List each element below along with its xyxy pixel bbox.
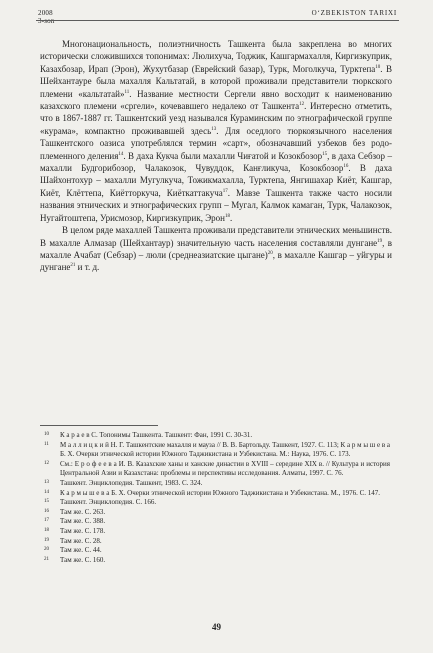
footnote-item (40, 546, 390, 556)
footnote-item (40, 431, 390, 441)
footnote-text: Ташкент. Энциклопедия. С. 166. (60, 498, 157, 507)
footnote-item (40, 508, 390, 518)
text-run: . В даха Кукча были махалли Чиғатой и Козокбозор (123, 150, 323, 161)
footnotes-list (40, 431, 390, 565)
footnote-number: 17 (44, 518, 49, 524)
footnote-ref: 16 (343, 164, 349, 170)
footnote-text: К а р м ы ш е в а Б. Х. Очерки этнической истории Южного Таджикистана и Узбекистана. М., 1976. С. 147. (60, 488, 380, 497)
text-run: , в махалле Ачабат (Себзар) – люли (среднеазиатские цыгане) (40, 237, 393, 260)
footnote-text: Там же. С. 388. (60, 517, 106, 526)
footnote-item (40, 517, 390, 527)
footnote-ref: 20 (267, 250, 273, 256)
paragraph-2 (40, 224, 392, 274)
footnote-text: К а р а е в С. Топонимы Ташкента. Ташкент: Фан, 1991 С. 30-31. (60, 431, 253, 439)
footnote-number: 10 (44, 432, 49, 437)
footnote-number: 13 (44, 479, 49, 485)
footnote-ref: 19 (377, 238, 383, 244)
header-rule (36, 20, 399, 21)
footnote-item (40, 441, 390, 460)
footnote-item (40, 479, 390, 489)
footnote-number: 15 (44, 499, 49, 505)
footnote-ref: 18 (224, 213, 230, 219)
footnote-text: См.: Е р о ф е е в а И. В. Казахские ханы и ханские династии в XVIII – середине XIX в. // Культура и история Центральной Азии и Казахстана: проблемы и перспективы исследования. Алматы, 1997. С. 76. (60, 459, 390, 478)
footnote-item (40, 537, 390, 547)
footnote-number: 14 (44, 489, 49, 495)
footnote-item (40, 460, 390, 479)
footnote-separator (40, 425, 158, 426)
footnote-ref: 17 (222, 188, 228, 194)
footnote-text: Там же. С. 28. (60, 536, 102, 545)
footnote-number: 19 (44, 537, 49, 543)
footnote-number: 12 (44, 460, 49, 466)
text-run: . (229, 212, 233, 223)
footnote-number: 20 (44, 547, 49, 553)
footnote-item (40, 489, 390, 499)
footnote-ref: 11 (124, 89, 130, 95)
text-run: , в махалле Кашгар – уйгуры и дунгане (40, 249, 392, 273)
text-run: Многонациональность, полиэтничность Ташкента была закреплена во многих исторически сложившихся топонимах: Люлихуча, Тоджик, Кашгармахалля, Киргизкуприк, Казахбозар, Ирап (Эрон), Жухутбазар (Еврейский базар), Турк, Моголкуча, Турктепа (40, 39, 392, 74)
text-run: . Интересно отметить, что в 1867-1887 гг. Ташкентский уезд назывался Кураминским по этнографической группе «курама», компактно проживавшей здесь (40, 101, 392, 136)
text-run: . Для оседлого тюркоязычного населения Ташкентского оазиса употреблялся термин «сарт», обозначавший узбеков без родо-племенного деления (40, 125, 393, 161)
header-journal-title: O‘ZBEKISTON TARIXI (311, 9, 397, 17)
footnote-ref: 15 (322, 151, 328, 157)
footnote-text: Там же. С. 44. (60, 546, 102, 555)
text-run: и т. д. (75, 262, 100, 273)
text-run: , в даха Себзор – махалли Будгорибозор, Чалакозок, Чувуддок, Канғликуча, Козокбозор (40, 150, 392, 174)
footnote-text: Ташкент. Энциклопедия. Ташкент, 1983. С. 324. (60, 478, 203, 487)
main-text (40, 38, 392, 274)
footnote-item (40, 498, 390, 508)
text-run: . В даха Шайхонтохур – махалли Мугулкуча, Тожикмахалла, Турктепа, Янгишахар Киёт, Кашгар, Киёт, Клёттепа, Киётторкуча, Киёткаттакуча (40, 163, 393, 198)
footnote-number: 16 (44, 508, 49, 514)
text-run: . Название местности Сергели явно восходит к наименованию казахского племени «сргели», кочевавшего недалеко от Ташкента (40, 88, 392, 112)
footnote-ref: 10 (375, 64, 381, 70)
footnote-ref: 14 (118, 151, 124, 157)
text-run: . В Шейхантауре была махалля Кальтатай, в которой проживали представители тюркского племени «кальтатай» (40, 63, 392, 99)
footnote-ref: 12 (299, 102, 305, 108)
header-issue: 3-son (38, 17, 55, 25)
footnote-text: Там же. С. 178. (60, 526, 106, 535)
footnote-ref: 13 (211, 126, 217, 132)
text-run: . Мавзе Ташкента также часто носили названия этнических и этнографических групп – Мугал, Калмок камаган, Турк, Чалакозок, Нугайтоштепа, Урисмозор, Киргизкуприк, Эрон (40, 187, 392, 223)
footnote-text: Там же. С. 160. (60, 555, 106, 564)
page-number: 49 (212, 622, 221, 632)
text-run: В целом ряде махаллей Ташкента проживали представители этнических меньшинств. В махалле Алмазар (Шейхантаур) значительную часть населения составляли дунгане (40, 225, 392, 248)
footnote-number: 11 (44, 441, 49, 447)
header-year: 2008 (38, 9, 53, 17)
footnote-text: Там же. С. 263. (60, 507, 106, 516)
footnote-text: М а л л и ц к и й Н. Г. Ташкентские махалля и мауза // В. В. Бартольду. Ташкент, 1927. С. 113; К а р м ы ш е в а Б. Х. Очерки этнической истории Южного Таджикистана и Узбекистана. М.: Наука, 1976. С. 173. (60, 440, 390, 459)
footnote-number: 21 (44, 556, 49, 562)
footnote-number: 18 (44, 527, 49, 533)
footnote-ref: 21 (70, 263, 76, 269)
footnote-item (40, 527, 390, 537)
header-issue-info (38, 9, 55, 25)
paragraph-1 (40, 38, 392, 224)
footnote-item (40, 556, 390, 566)
